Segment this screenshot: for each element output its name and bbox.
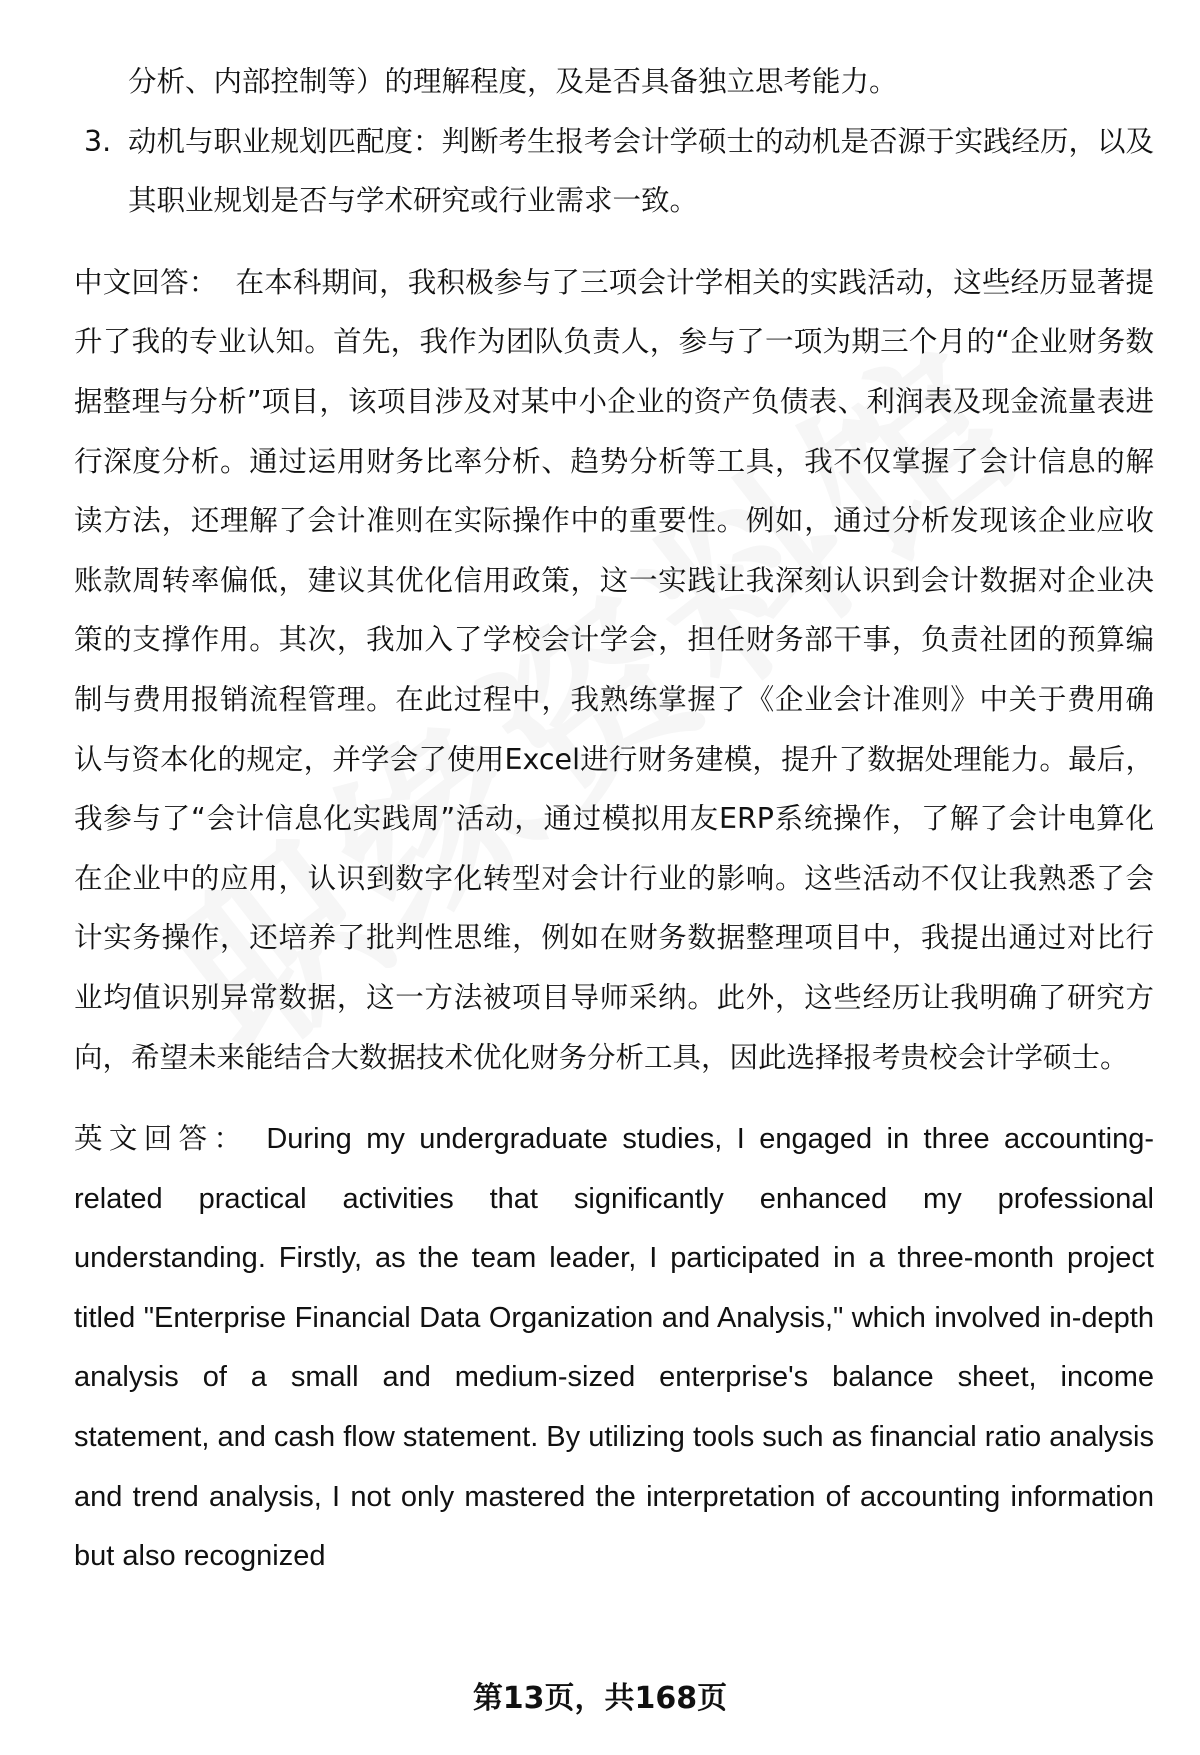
chinese-answer-paragraph: [74, 253, 1154, 1087]
list-item-3: [74, 112, 1154, 231]
english-answer-label: 英文回答：: [74, 1122, 249, 1156]
chinese-answer-text: 在本科期间，我积极参与了三项会计学相关的实践活动，这些经历显著提升了我的专业认知。首先，我作为团队负责人，参与了一项为期三个月的“企业财务数据整理与分析”项目，该项目涉及对某中小企业的资产负债表、利润表及现金流量表进行深度分析。通过运用财务比率分析、趋势分析等工具，我不仅掌握了会计信息的解读方法，还理解了会计准则在实际操作中的重要性。例如，通过分析发现该企业应收账款周转率偏低，建议其优化信用政策，这一实践让我深刻认识到会计数据对企业决策的支撑作用。其次，我加入了学校会计学会，担任财务部干事，负责社团的预算编制与费用报销流程管理。在此过程中，我熟练掌握了《企业会计准则》中关于费用确认与资本化的规定，并学会了使用Excel进行财务建模，提升了数据处理能力。最后，我参与了“会计信息化实践周”活动，通过模拟用友ERP系统操作，了解了会计电算化在企业中的应用，认识到数字化转型对会计行业的影响。这些活动不仅让我熟悉了会计实务操作，还培养了批判性思维，例如在财务数据整理项目中，我提出通过对比行业均值识别异常数据，这一方法被项目导师采纳。此外，这些经历让我明确了研究方向，希望未来能结合大数据技术优化财务分析工具，因此选择报考贵校会计学硕士。: [74, 265, 1154, 1074]
list-item-2-continuation: 分析、内部控制等）的理解程度，及是否具备独立思考能力。: [128, 65, 898, 98]
chinese-answer-label: 中文回答：: [74, 265, 218, 299]
page-content: [74, 52, 1154, 1587]
english-answer-text: During my undergraduate studies, I engaged in three accounting-related practical activities that significantly enhanced my professional understanding. Firstly, as the team leader, I participated in a three-month project titled "Enterprise Financial Data Organization and Analysis," which involved in-depth analysis of a small and medium-sized enterprise's balance sheet, income statement, and cash flow statement. By utilizing tools such as financial ratio analysis and trend analysis, I not only mastered the interpretation of accounting information but also recognized: [74, 1123, 1154, 1573]
list-item-3-number: 3.: [84, 124, 112, 158]
english-answer-paragraph: [74, 1109, 1154, 1587]
list-item-3-text: 动机与职业规划匹配度：判断考生报考会计学硕士的动机是否源于实践经历，以及其职业规划是否与学术研究或行业需求一致。: [128, 124, 1155, 218]
page-number-footer: 第13页，共168页: [472, 1681, 728, 1716]
